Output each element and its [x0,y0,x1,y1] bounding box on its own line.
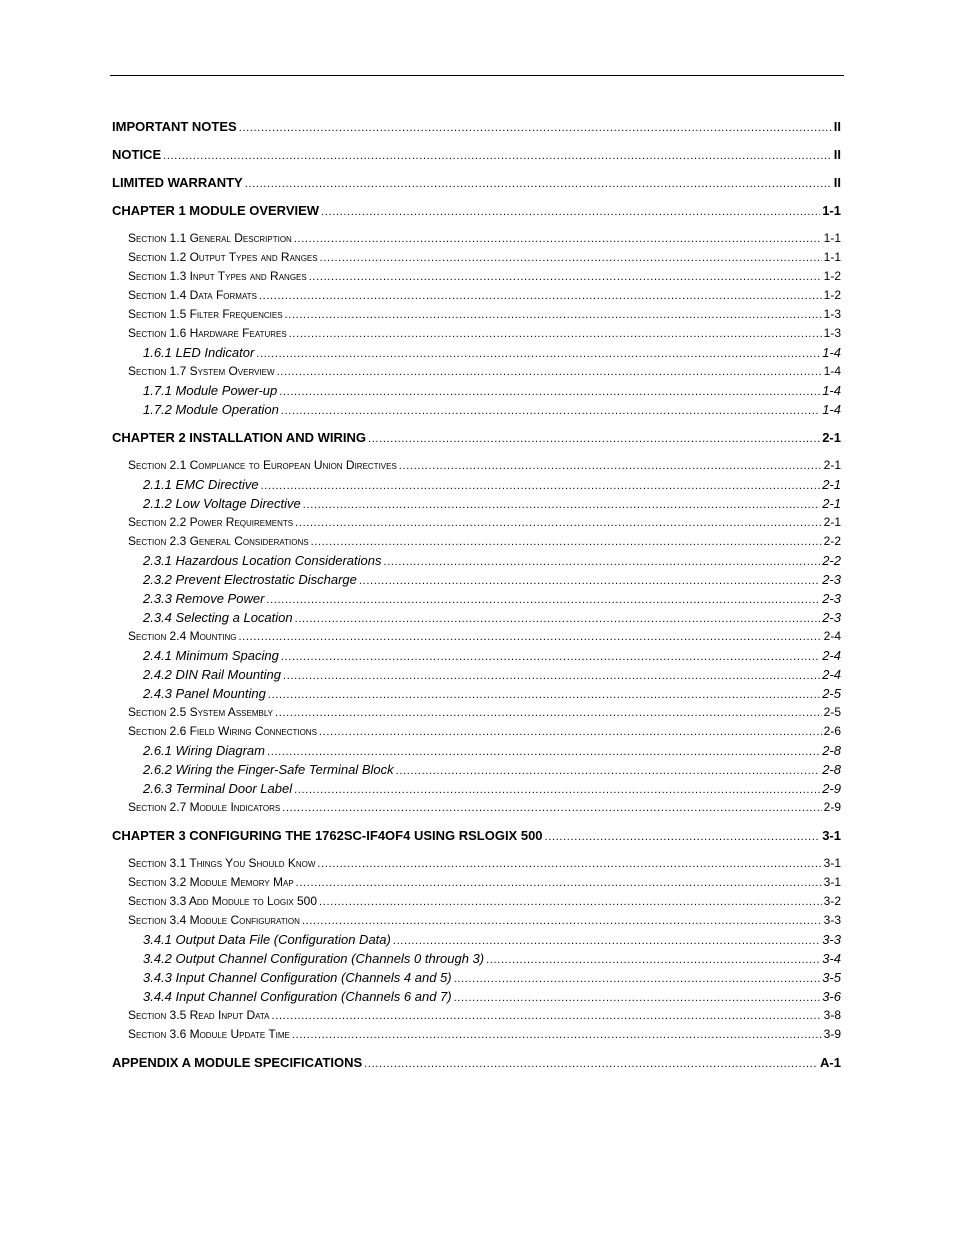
toc-subsection-entry[interactable] [112,589,841,608]
toc-dot-leader [239,117,832,136]
toc-entry-title: 2.6.3 Terminal Door Label [143,781,293,796]
toc-section-entry[interactable] [112,798,841,817]
toc-dot-leader [368,428,820,447]
toc-entry-title: Section 2.7 Module Indicators [128,800,281,814]
toc-chapter-entry[interactable] [112,428,841,447]
toc-dot-leader [294,779,820,798]
toc-entry-title: CHAPTER 2 INSTALLATION AND WIRING [112,430,366,445]
toc-entry-title: APPENDIX A MODULE SPECIFICATIONS [112,1055,363,1070]
toc-entry-title: Section 3.2 Module Memory Map [128,875,294,889]
toc-section-entry[interactable] [112,362,841,381]
toc-entry-page: 1-1 [823,250,841,264]
toc-entry-title: Section 3.4 Module Configuration [128,913,300,927]
toc-subsection-entry[interactable] [112,608,841,627]
toc-entry-page: 1-2 [823,269,841,283]
toc-entry-title: NOTICE [112,147,162,162]
toc-entry-page: 2-1 [823,458,841,472]
toc-subsection-entry[interactable] [112,665,841,684]
toc-dot-leader [289,324,822,343]
toc-entry-title: Section 1.6 Hardware Features [128,326,287,340]
toc-entry-title: 2.4.2 DIN Rail Mounting [143,667,282,682]
toc-entry-title: 2.3.4 Selecting a Location [143,610,293,625]
toc-section-entry[interactable] [112,703,841,722]
toc-subsection-entry[interactable] [112,343,841,362]
toc-dot-leader [311,532,822,551]
toc-entry-page: 2-1 [823,515,841,529]
toc-entry-page: II [833,119,841,134]
toc-entry-page: 3-2 [823,894,841,908]
toc-section-entry[interactable] [112,456,841,475]
toc-dot-leader [295,513,822,532]
toc-chapter-entry[interactable] [112,173,841,192]
toc-entry-page: 2-4 [822,648,841,663]
toc-entry-title: Section 1.1 General Description [128,231,292,245]
toc-section-entry[interactable] [112,513,841,532]
toc-subsection-entry[interactable] [112,475,841,494]
toc-section-entry[interactable] [112,854,841,873]
toc-dot-leader [283,665,820,684]
toc-entry-page: 2-1 [822,430,841,445]
toc-dot-leader [399,456,822,475]
toc-entry-title: 3.4.2 Output Channel Configuration (Channels 0 through 3) [143,951,485,966]
toc-dot-leader [545,826,821,845]
toc-subsection-entry[interactable] [112,684,841,703]
toc-entry-page: 3-6 [822,989,841,1004]
toc-entry-title: Section 2.1 Compliance to European Union Directives [128,458,397,472]
toc-entry-page: 3-3 [823,913,841,927]
toc-entry-title: Section 1.4 Data Formats [128,288,257,302]
toc-entry-page: 1-4 [823,364,841,378]
toc-chapter-entry[interactable] [112,145,841,164]
toc-entry-title: 3.4.1 Output Data File (Configuration Data) [143,932,391,947]
toc-entry-page: 3-3 [822,932,841,947]
toc-dot-leader [275,703,822,722]
toc-entry-page: II [833,175,841,190]
toc-entry-page: 1-3 [823,307,841,321]
toc-section-entry[interactable] [112,305,841,324]
toc-entry-page: 2-3 [822,572,841,587]
toc-entry-page: 3-1 [822,828,841,843]
toc-entry-title: 2.4.1 Minimum Spacing [143,648,279,663]
toc-entry-page: 2-4 [822,667,841,682]
toc-entry-page: 2-5 [823,705,841,719]
toc-entry-page: 2-5 [822,686,841,701]
toc-entry-title: Section 3.3 Add Module to Logix 500 [128,894,318,908]
toc-entry-page: 3-1 [823,875,841,889]
toc-entry-page: A-1 [820,1055,841,1070]
toc-subsection-entry[interactable] [112,400,841,419]
toc-section-entry[interactable] [112,248,841,267]
toc-entry-title: Section 2.3 General Considerations [128,534,309,548]
toc-entry-page: 1-1 [822,203,841,218]
toc-entry-title: Section 3.5 Read Input Data [128,1008,270,1022]
toc-section-entry[interactable] [112,627,841,646]
toc-dot-leader [303,494,820,513]
toc-entry-title: 2.4.3 Panel Mounting [143,686,266,701]
toc-entry-title: 2.6.2 Wiring the Finger-Safe Terminal Block [143,762,394,777]
toc-dot-leader [261,475,821,494]
toc-subsection-entry[interactable] [112,551,841,570]
header-rule [110,75,844,76]
toc-subsection-entry[interactable] [112,494,841,513]
toc-entry-page: 1-4 [822,345,841,360]
toc-entry-page: 1-4 [822,402,841,417]
toc-chapter-entry[interactable] [112,201,841,220]
toc-dot-leader [396,760,821,779]
toc-entry-page: 2-2 [823,534,841,548]
toc-entry-title: 2.3.3 Remove Power [143,591,265,606]
toc-dot-leader [292,1025,822,1044]
toc-subsection-entry[interactable] [112,570,841,589]
toc-section-entry[interactable] [112,1006,841,1025]
toc-entry-title: 2.3.1 Hazardous Location Considerations [143,553,382,568]
toc-entry-title: Section 1.2 Output Types and Ranges [128,250,318,264]
toc-entry-page: 2-8 [822,762,841,777]
toc-chapter-entry[interactable] [112,826,841,845]
toc-dot-leader [267,741,820,760]
toc-dot-leader [279,381,820,400]
toc-entry-title: Section 1.5 Filter Frequencies [128,307,283,321]
toc-entry-page: II [833,147,841,162]
toc-subsection-entry[interactable] [112,646,841,665]
toc-entry-page: 2-3 [822,610,841,625]
toc-section-entry[interactable] [112,267,841,286]
toc-subsection-entry[interactable] [112,381,841,400]
toc-dot-leader [282,798,821,817]
toc-entry-page: 1-2 [823,288,841,302]
toc-section-entry[interactable] [112,873,841,892]
toc-entry-title: Section 1.3 Input Types and Ranges [128,269,307,283]
toc-entry-title: 3.4.3 Input Channel Configuration (Channels 4 and 5) [143,970,452,985]
toc-entry-page: 1-4 [822,383,841,398]
toc-dot-leader [256,343,820,362]
toc-dot-leader [259,286,822,305]
toc-dot-leader [294,229,822,248]
toc-subsection-entry[interactable] [112,779,841,798]
toc-dot-leader [309,267,822,286]
toc-entry-page: 3-5 [822,970,841,985]
toc-dot-leader [320,248,822,267]
toc-entry-page: 2-1 [822,496,841,511]
toc-entry-title: Section 1.7 System Overview [128,364,275,378]
toc-section-entry[interactable] [112,229,841,248]
toc-dot-leader [319,892,822,911]
toc-entry-page: 2-1 [822,477,841,492]
toc-entry-page: 2-9 [823,800,841,814]
toc-entry-title: 2.6.1 Wiring Diagram [143,743,265,758]
toc-dot-leader [281,400,820,419]
toc-entry-title: Section 2.2 Power Requirements [128,515,294,529]
toc-dot-leader [277,362,822,381]
toc-dot-leader [486,949,820,968]
toc-entry-page: 2-3 [822,591,841,606]
toc-entry-title: 1.6.1 LED Indicator [143,345,255,360]
toc-dot-leader [281,646,820,665]
toc-entry-title: 2.1.2 Low Voltage Directive [143,496,301,511]
toc-entry-title: 1.7.1 Module Power-up [143,383,278,398]
toc-entry-page: 2-6 [823,724,841,738]
toc-subsection-entry[interactable] [112,760,841,779]
toc-dot-leader [285,305,822,324]
toc-dot-leader [302,911,822,930]
toc-chapter-entry[interactable] [112,117,841,136]
toc-entry-title: Section 3.1 Things You Should Know [128,856,316,870]
toc-entry-page: 2-2 [822,553,841,568]
toc-dot-leader [393,930,820,949]
toc-entry-title: 2.3.2 Prevent Electrostatic Discharge [143,572,357,587]
toc-dot-leader [317,854,821,873]
toc-dot-leader [364,1053,818,1072]
toc-entry-page: 1-3 [823,326,841,340]
toc-entry-title: 3.4.4 Input Channel Configuration (Channels 6 and 7) [143,989,452,1004]
toc-entry-title: LIMITED WARRANTY [112,175,243,190]
toc-entry-title: 2.1.1 EMC Directive [143,477,259,492]
toc-section-entry[interactable] [112,532,841,551]
toc-section-entry[interactable] [112,1025,841,1044]
toc-entry-title: Section 3.6 Module Update Time [128,1027,290,1041]
toc-entry-title: Section 2.4 Mounting [128,629,237,643]
toc-section-entry[interactable] [112,286,841,305]
toc-entry-title: CHAPTER 3 CONFIGURING THE 1762SC-IF4OF4 USING RSLOGIX 500 [112,828,543,843]
toc-entry-title: IMPORTANT NOTES [112,119,237,134]
toc-subsection-entry[interactable] [112,987,841,1006]
toc-subsection-entry[interactable] [112,741,841,760]
toc-entry-title: Section 2.6 Field Wiring Connections [128,724,317,738]
toc-section-entry[interactable] [112,722,841,741]
toc-dot-leader [295,608,821,627]
toc-entry-page: 3-9 [823,1027,841,1041]
toc-entry-page: 2-9 [822,781,841,796]
table-of-contents [112,117,841,1072]
toc-dot-leader [359,570,820,589]
toc-entry-title: Section 2.5 System Assembly [128,705,274,719]
toc-subsection-entry[interactable] [112,949,841,968]
toc-dot-leader [321,201,820,220]
toc-section-entry[interactable] [112,324,841,343]
toc-dot-leader [383,551,820,570]
toc-entry-page: 3-4 [822,951,841,966]
toc-dot-leader [268,684,820,703]
toc-dot-leader [266,589,820,608]
toc-entry-page: 1-1 [823,231,841,245]
toc-section-entry[interactable] [112,911,841,930]
toc-entry-title: CHAPTER 1 MODULE OVERVIEW [112,203,320,218]
toc-chapter-entry[interactable] [112,1053,841,1072]
toc-dot-leader [454,987,821,1006]
toc-dot-leader [272,1006,822,1025]
toc-entry-page: 3-1 [823,856,841,870]
toc-subsection-entry[interactable] [112,930,841,949]
toc-section-entry[interactable] [112,892,841,911]
toc-dot-leader [245,173,832,192]
toc-entry-page: 2-4 [823,629,841,643]
toc-subsection-entry[interactable] [112,968,841,987]
toc-dot-leader [296,873,822,892]
toc-entry-page: 3-8 [823,1008,841,1022]
toc-entry-page: 2-8 [822,743,841,758]
toc-dot-leader [163,145,832,164]
toc-entry-title: 1.7.2 Module Operation [143,402,279,417]
toc-dot-leader [454,968,821,987]
toc-dot-leader [319,722,822,741]
toc-dot-leader [238,627,821,646]
